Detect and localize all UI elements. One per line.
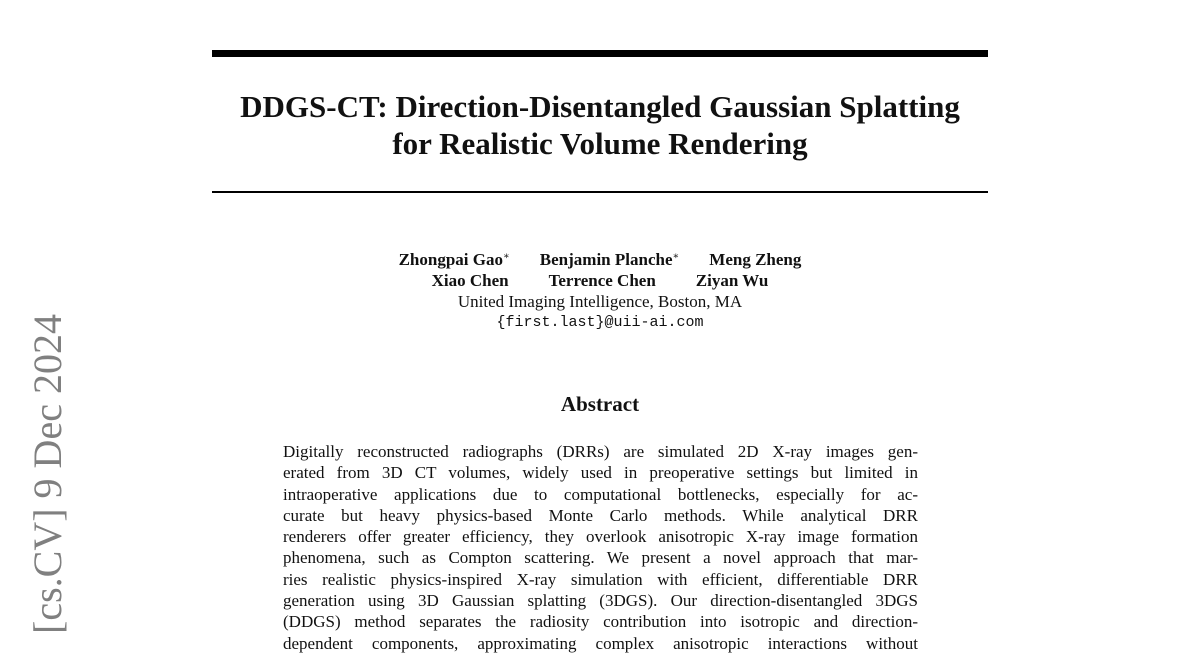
- abstract-line: intraoperative applications due to computational bottlenecks, especially for ac-: [283, 484, 918, 504]
- paper-title-line-1: DDGS-CT: Direction-Disentangled Gaussian Splatting: [240, 89, 960, 124]
- paper-title: [180, 88, 1020, 162]
- author-name: Zhongpai Gao∗: [398, 250, 510, 269]
- author-name: Benjamin Planche∗: [539, 250, 680, 269]
- author-name: Ziyan Wu: [695, 271, 769, 290]
- abstract-line: phenomena, such as Compton scattering. We present a novel approach that mar-: [283, 548, 918, 568]
- arxiv-identifier-stamp: [cs.CV] 9 Dec 2024: [25, 314, 70, 634]
- author-name: Xiao Chen: [431, 271, 509, 290]
- author-row-1: [300, 249, 900, 270]
- abstract-line: generation using 3D Gaussian splatting (3DGS). Our direction-disentangled 3DGS: [283, 591, 918, 611]
- author-row-2: [300, 270, 900, 291]
- equal-contribution-mark: ∗: [503, 251, 510, 262]
- paper-title-line-2: for Realistic Volume Rendering: [392, 126, 808, 161]
- abstract-line: Digitally reconstructed radiographs (DRRs) are simulated 2D X-ray images gen-: [283, 442, 918, 461]
- author-email: {first.last}@uii-ai.com: [496, 314, 704, 331]
- author-name: Meng Zheng: [709, 250, 802, 269]
- abstract-body: [283, 441, 918, 654]
- abstract-line: erated from 3D CT volumes, widely used in preoperative settings but limited in: [283, 463, 918, 483]
- abstract-line: (DDGS) method separates the radiosity contribution into isotropic and direction-: [283, 612, 918, 632]
- abstract-heading: Abstract: [560, 392, 640, 416]
- abstract-line: curate but heavy physics-based Monte Carlo methods. While analytical DRR: [283, 505, 918, 525]
- abstract-line: ries realistic physics-inspired X-ray simulation with efficient, differentiable DRR: [283, 569, 918, 589]
- author-name: Terrence Chen: [548, 271, 656, 290]
- equal-contribution-mark: ∗: [672, 251, 680, 262]
- abstract-line: dependent components, approximating complex anisotropic interactions without: [283, 633, 918, 653]
- title-bottom-rule: [212, 191, 988, 193]
- abstract-line: renderers offer greater efficiency, they overlook anisotropic X-ray image formation: [283, 527, 918, 547]
- title-top-rule: [212, 50, 988, 57]
- affiliation: United Imaging Intelligence, Boston, MA: [457, 292, 743, 311]
- author-block: [300, 249, 900, 333]
